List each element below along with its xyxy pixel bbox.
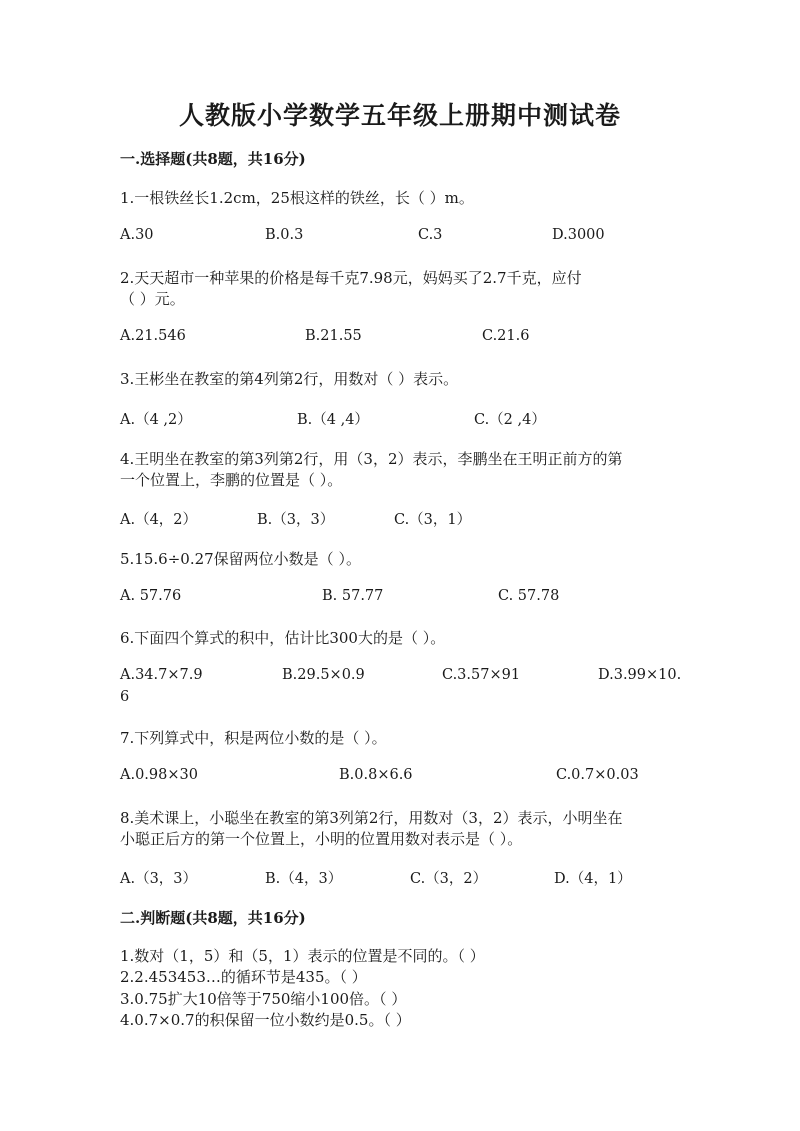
question-1-text: 1.一根铁丝长1.2cm，25根这样的铁丝，长（ ）m。: [120, 189, 474, 207]
question-5-text: 5.15.6÷0.27保留两位小数是（ ）。: [120, 550, 361, 568]
q4-option-b: B.（3，3）: [257, 512, 335, 528]
question-4-text-cont: 一个位置上，李鹏的位置是（ ）。: [120, 471, 343, 489]
q8-option-d: D.（4，1）: [554, 871, 632, 887]
q8-option-a: A.（3，3）: [120, 871, 198, 887]
judgment-item-2: 2.2.453453…的循环节是435。（ ）: [120, 968, 367, 986]
q8-option-b: B.（4，3）: [265, 871, 343, 887]
q3-option-a: A.（4 ,2）: [120, 412, 192, 428]
question-8-text-cont: 小聪正后方的第一个位置上，小明的位置用数对表示是（ ）。: [120, 830, 523, 848]
q3-option-c: C.（2 ,4）: [474, 412, 546, 428]
question-4-text: 4.王明坐在教室的第3列第2行，用（3，2）表示，李鹏坐在王明正前方的第: [120, 450, 623, 468]
question-6-text: 6.下面四个算式的积中，估计比300大的是（ ）。: [120, 629, 446, 647]
q2-option-b: B.21.55: [305, 328, 362, 344]
judgment-item-1: 1.数对（1，5）和（5，1）表示的位置是不同的。（ ）: [120, 947, 485, 965]
q7-option-b: B.0.8×6.6: [339, 767, 413, 783]
question-8-text: 8.美术课上，小聪坐在教室的第3列第2行，用数对（3，2）表示，小明坐在: [120, 809, 623, 827]
q4-option-c: C.（3，1）: [394, 512, 472, 528]
question-7-text: 7.下列算式中，积是两位小数的是（ ）。: [120, 729, 387, 747]
judgment-item-4: 4.0.7×0.7的积保留一位小数约是0.5。（ ）: [120, 1011, 411, 1029]
q1-option-c: C.3: [418, 227, 443, 243]
q6-option-d: D.3.99×10.: [598, 667, 682, 683]
q6-option-c: C.3.57×91: [442, 667, 521, 683]
q5-option-b: B. 57.77: [322, 588, 384, 604]
q2-option-c: C.21.6: [482, 328, 530, 344]
question-2-text-cont: （ ）元。: [120, 290, 185, 308]
q1-option-a: A.30: [120, 227, 154, 243]
q1-option-b: B.0.3: [265, 227, 304, 243]
q3-option-b: B.（4 ,4）: [297, 412, 369, 428]
q6-option-a: A.34.7×7.9: [120, 667, 203, 683]
q7-option-c: C.0.7×0.03: [556, 767, 639, 783]
q6-option-b: B.29.5×0.9: [282, 667, 365, 683]
q5-option-a: A. 57.76: [120, 588, 182, 604]
section-heading-choice: 一.选择题(共8题，共16分): [120, 150, 306, 168]
judgment-item-3: 3.0.75扩大10倍等于750缩小100倍。（ ）: [120, 990, 407, 1008]
question-2-text: 2.天天超市一种苹果的价格是每千克7.98元，妈妈买了2.7千克，应付: [120, 269, 582, 287]
q1-option-d: D.3000: [552, 227, 605, 243]
question-3-text: 3.王彬坐在教室的第4列第2行，用数对（ ）表示。: [120, 370, 459, 388]
section-heading-judgment: 二.判断题(共8题，共16分): [120, 909, 306, 927]
q2-option-a: A.21.546: [120, 328, 186, 344]
q6-option-wrap: 6: [120, 689, 130, 705]
q5-option-c: C. 57.78: [498, 588, 560, 604]
q4-option-a: A.（4，2）: [120, 512, 198, 528]
page-title: 人教版小学数学五年级上册期中测试卷: [178, 101, 621, 130]
q8-option-c: C.（3，2）: [410, 871, 488, 887]
q7-option-a: A.0.98×30: [120, 767, 198, 783]
